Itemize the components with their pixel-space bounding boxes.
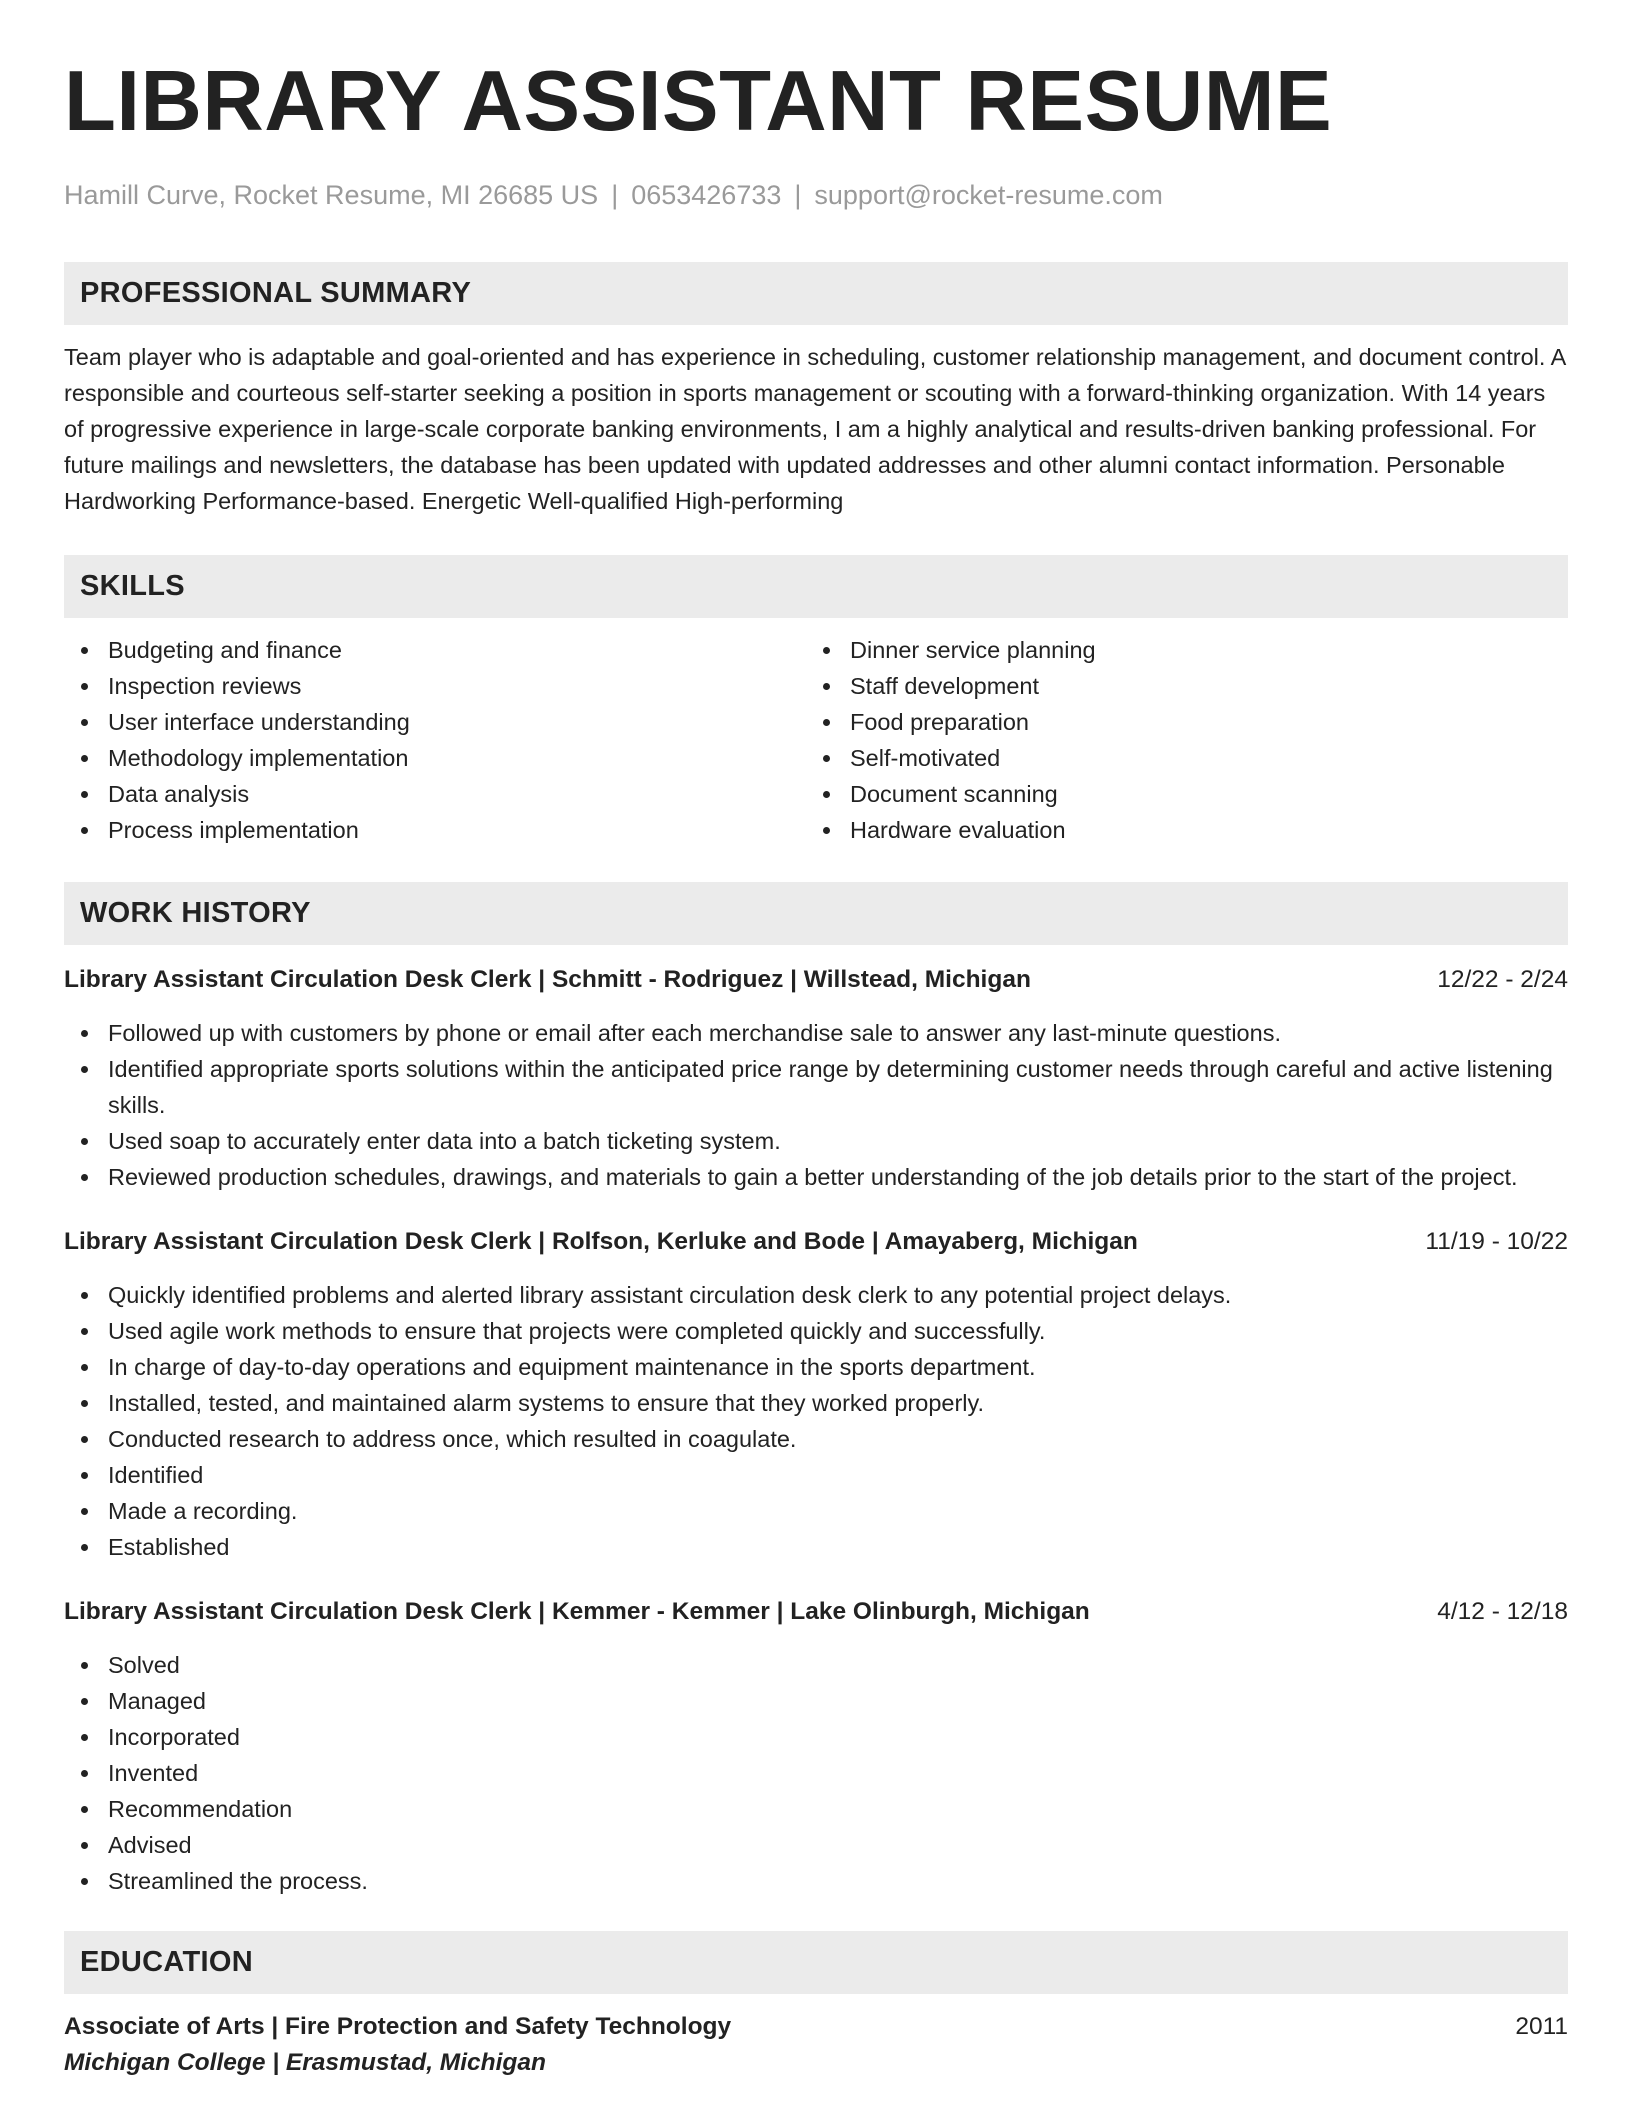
education-school: Michigan College | Erasmustad, Michigan: [64, 2049, 546, 2076]
list-item: Reviewed production schedules, drawings, and materials to gain a better understanding of the job details prior to the start of the project.: [64, 1159, 1568, 1195]
list-item: Made a recording.: [64, 1493, 1568, 1529]
list-item: Recommendation: [64, 1791, 1568, 1827]
contact-line: [64, 178, 1568, 212]
section-title: EDUCATION: [80, 1946, 253, 1978]
list-item: Staff development: [806, 668, 1548, 704]
list-item: Used agile work methods to ensure that projects were completed quickly and successfully.: [64, 1313, 1568, 1349]
list-item: Conducted research to address once, which resulted in coagulate.: [64, 1421, 1568, 1457]
job-date: 11/19 - 10/22: [1425, 1228, 1568, 1255]
job-entry: [64, 1225, 1568, 1565]
list-item: Quickly identified problems and alerted library assistant circulation desk clerk to any potential project delays.: [64, 1277, 1568, 1313]
education-header: [64, 2010, 1568, 2044]
section-header-work: [64, 882, 1568, 945]
job-title: Library Assistant Circulation Desk Clerk | Rolfson, Kerluke and Bode | Amayaberg, Michigan: [64, 1228, 1138, 1255]
education-entry: [64, 2010, 1568, 2080]
job-title: Library Assistant Circulation Desk Clerk | Kemmer - Kemmer | Lake Olinburgh, Michigan: [64, 1598, 1090, 1625]
contact-separator: |: [794, 180, 802, 210]
list-item: Identified: [64, 1457, 1568, 1493]
list-item: Advised: [64, 1827, 1568, 1863]
list-item: Hardware evaluation: [806, 812, 1548, 848]
list-item: Installed, tested, and maintained alarm systems to ensure that they worked properly.: [64, 1385, 1568, 1421]
contact-separator: |: [611, 180, 619, 210]
list-item: Budgeting and finance: [64, 632, 806, 668]
list-item: Inspection reviews: [64, 668, 806, 704]
list-item: User interface understanding: [64, 704, 806, 740]
list-item: Data analysis: [64, 776, 806, 812]
page-title: LIBRARY ASSISTANT RESUME: [64, 54, 1333, 149]
job-bullets: [64, 1277, 1568, 1565]
summary-text: Team player who is adaptable and goal-oriented and has experience in scheduling, customer relationship management, and document control. A responsible and courteous self-starter seeking a position in sports management or scouting with a forward-thinking organization. With 14 years of progressive experience in large-scale corporate banking environments, I am a highly analytical and results-driven banking professional. For future mailings and newsletters, the database has been updated with updated addresses and other alumni contact information. Personable Hardworking Performance-based. Energetic Well-qualified High-performing: [64, 344, 1566, 514]
job-entry: [64, 1595, 1568, 1899]
list-item: Used soap to accurately enter data into a batch ticketing system.: [64, 1123, 1568, 1159]
skills-column-right: [806, 632, 1548, 848]
list-item: Incorporated: [64, 1719, 1568, 1755]
list-item: Established: [64, 1529, 1568, 1565]
list-item: Process implementation: [64, 812, 806, 848]
section-header-education: [64, 1931, 1568, 1994]
section-header-skills: [64, 555, 1568, 618]
list-item: Document scanning: [806, 776, 1548, 812]
list-item: Food preparation: [806, 704, 1548, 740]
job-entry: [64, 963, 1568, 1195]
section-title: WORK HISTORY: [80, 897, 311, 929]
list-item: Methodology implementation: [64, 740, 806, 776]
job-date: 12/22 - 2/24: [1437, 966, 1568, 993]
list-item: Identified appropriate sports solutions within the anticipated price range by determining customer needs through careful and active listening skills.: [64, 1051, 1568, 1123]
job-header: [64, 963, 1568, 997]
resume-page: [64, 52, 1568, 2080]
education-year: 2011: [1515, 2013, 1568, 2040]
list-item: In charge of day-to-day operations and equipment maintenance in the sports department.: [64, 1349, 1568, 1385]
list-item: Managed: [64, 1683, 1568, 1719]
list-item: Self-motivated: [806, 740, 1548, 776]
job-header: [64, 1595, 1568, 1629]
job-bullets: [64, 1647, 1568, 1899]
education-degree: Associate of Arts | Fire Protection and Safety Technology: [64, 2013, 732, 2040]
section-title: SKILLS: [80, 570, 185, 602]
list-item: Followed up with customers by phone or email after each merchandise sale to answer any last-minute questions.: [64, 1015, 1568, 1051]
job-date: 4/12 - 12/18: [1437, 1598, 1568, 1625]
list-item: Solved: [64, 1647, 1568, 1683]
job-header: [64, 1225, 1568, 1259]
section-title: PROFESSIONAL SUMMARY: [80, 277, 472, 309]
section-header-summary: [64, 262, 1568, 325]
contact-address: Hamill Curve, Rocket Resume, MI 26685 US: [64, 180, 599, 210]
contact-email: support@rocket-resume.com: [814, 180, 1163, 210]
contact-phone: 0653426733: [631, 180, 782, 210]
job-title: Library Assistant Circulation Desk Clerk | Schmitt - Rodriguez | Willstead, Michigan: [64, 966, 1031, 993]
list-item: Dinner service planning: [806, 632, 1548, 668]
list-item: Invented: [64, 1755, 1568, 1791]
skills-list: [64, 632, 1568, 848]
list-item: Streamlined the process.: [64, 1863, 1568, 1899]
job-bullets: [64, 1015, 1568, 1195]
skills-column-left: [64, 632, 806, 848]
